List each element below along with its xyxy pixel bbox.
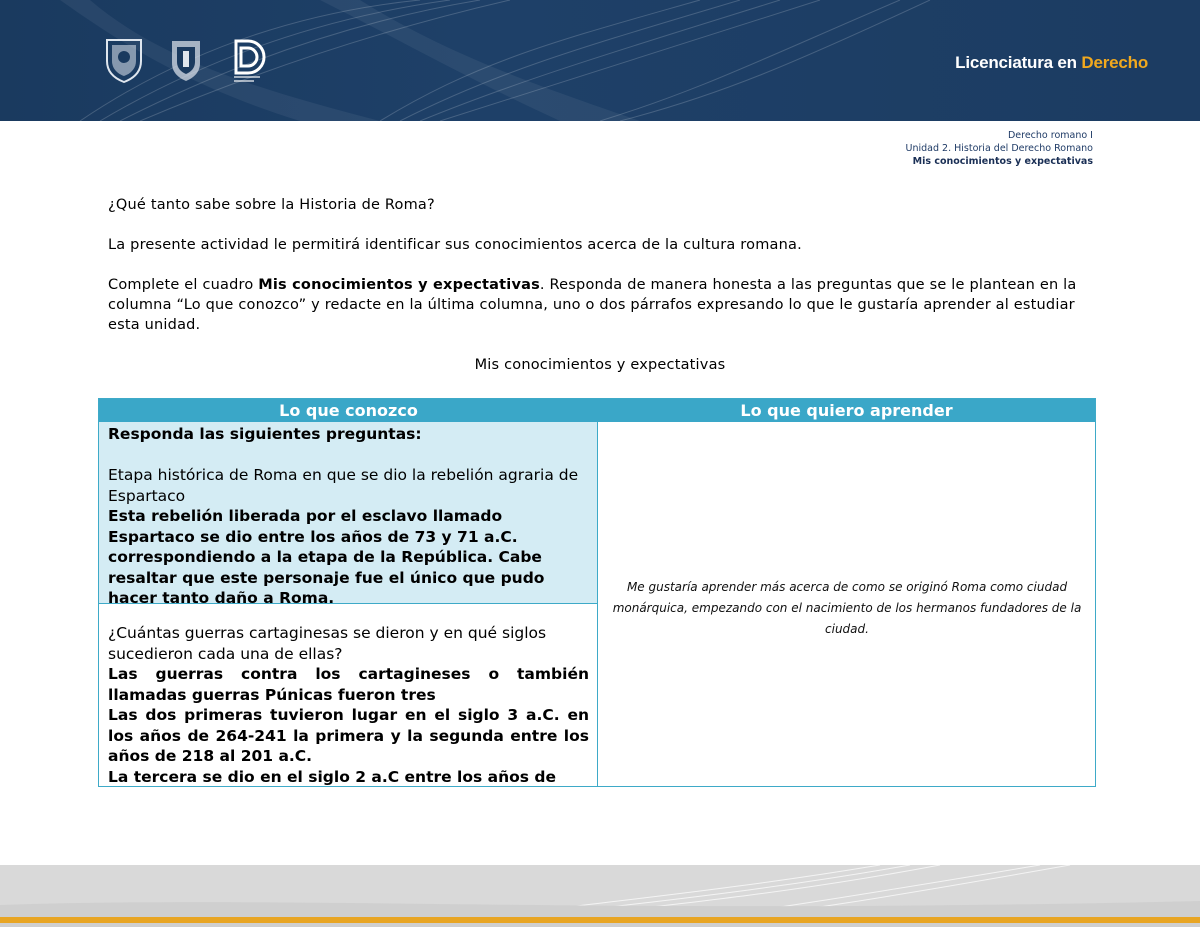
activity-content <box>108 195 1098 375</box>
question-guerras: ¿Cuántas guerras cartaginesas se dieron y en qué siglos sucedieron cada una de ellas? <box>108 624 547 663</box>
breadcrumb-course: Derecho romano I <box>1007 130 1093 141</box>
header-lo-que-conozco: Lo que conozco <box>279 401 418 420</box>
cell-question-1 <box>99 422 597 607</box>
answer-espartaco: Esta rebelión liberada por el esclavo llamado Espartaco se dio entre los años de 73 y 71 a.C. correspondiendo a la etapa de la República. Cabe resaltar que este personaje fue el único que pudo hacer tanto daño a Roma. <box>108 507 545 607</box>
breadcrumb-unit: Unidad 2. Historia del Derecho Romano <box>905 143 1093 154</box>
footer-accent-line <box>0 917 1200 923</box>
division-ed-logo <box>226 36 270 84</box>
program-title <box>955 53 1148 73</box>
learn-answer: Me gustaría aprender más acerca de como se originó Roma como ciudad monárquica, empezando con el nacimiento de los hermanos fundadores de la ciudad. <box>612 579 1082 636</box>
instructions-before: Complete el cuadro <box>108 277 259 293</box>
column-lo-que-quiero-aprender <box>599 422 1095 787</box>
answer-guerras-1: Las guerras contra los cartagineses o también llamadas guerras Púnicas fueron tres <box>108 665 589 704</box>
table-title: Mis conocimientos y expectativas <box>474 357 726 373</box>
answer-guerras-3: La tercera se dio en el siglo 2 a.C entre los años de <box>108 767 557 786</box>
breadcrumb-activity: Mis conocimientos y expectativas <box>912 156 1093 167</box>
program-title-accent: Derecho <box>1081 53 1148 72</box>
faculty-shield-logo <box>164 36 208 84</box>
instructions-bold: Mis conocimientos y expectativas <box>258 277 540 293</box>
unam-shield-logo <box>102 36 146 84</box>
program-title-prefix: Licenciatura en <box>955 53 1082 72</box>
table-body <box>99 422 1095 787</box>
instructions-after: . Responda de manera honesta a las preguntas que se le plantean en la columna “Lo que conozco” y redacte en la última columna, uno o dos párrafos expresando lo que le gustaría aprender al estudiar esta unidad. <box>108 277 1077 333</box>
cell-heading: Responda las siguientes preguntas: <box>108 425 422 443</box>
breadcrumb <box>906 129 1093 168</box>
main-question: ¿Qué tanto sabe sobre la Historia de Roma? <box>108 197 435 213</box>
table-header-row <box>99 399 1095 422</box>
answer-guerras-2: Las dos primeras tuvieron lugar en el siglo 3 a.C. en los años de 264-241 la primera y la segunda entre los años de 218 al 201 a.C. <box>108 706 589 765</box>
knowledge-table <box>98 398 1096 787</box>
instructions-paragraph <box>108 275 1098 335</box>
column-lo-que-conozco <box>99 422 598 787</box>
intro-paragraph: La presente actividad le permitirá identificar sus conocimientos acerca de la cultura romana. <box>108 237 802 253</box>
question-espartaco: Etapa histórica de Roma en que se dio la rebelión agraria de Espartaco <box>108 466 579 505</box>
cell-question-2 <box>99 605 597 787</box>
header-lo-que-quiero-aprender: Lo que quiero aprender <box>740 401 953 420</box>
header-banner <box>0 0 1200 121</box>
